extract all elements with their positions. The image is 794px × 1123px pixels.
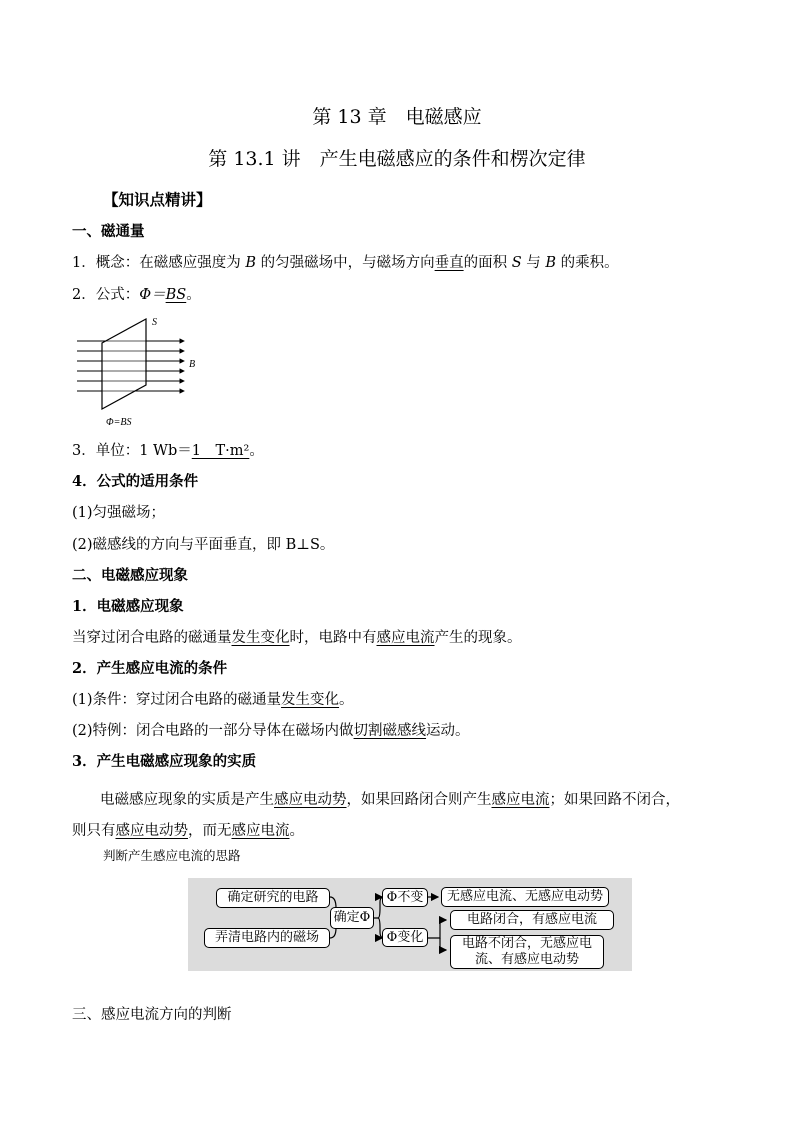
formula-line: 2．公式：Φ＝BS。: [72, 287, 201, 303]
condition-heading: 4．公式的适用条件: [72, 473, 199, 490]
keyword-bs: BS: [165, 287, 187, 303]
fig-label-b: B: [189, 359, 196, 370]
essence-line-2: 则只有感应电动势，而无感应电流。: [72, 823, 304, 839]
condition-special: (2)特例：闭合电路的一部分导体在磁场内做切割磁感线运动。: [72, 723, 470, 739]
flow-title: 判断产生感应电流的思路: [103, 848, 241, 863]
phenomenon-text: 当穿过闭合电路的磁通量发生变化时，电路中有感应电流产生的现象。: [72, 630, 522, 646]
condition-general: (1)条件：穿过闭合电路的磁通量发生变化。: [72, 692, 354, 708]
subheading-essence: 3．产生电磁感应现象的实质: [72, 753, 257, 770]
surface-plane: [102, 319, 146, 409]
essence-line-1: 电磁感应现象的实质是产生感应电动势，如果回路闭合则产生感应电流；如果回路不闭合，: [100, 792, 680, 808]
flow-box-determine-circuit: 确定研究的电路: [216, 888, 330, 908]
subheading-phenomenon: 1．电磁感应现象: [72, 598, 184, 615]
flow-box-open-circuit: 电路不闭合，无感应电流、有感应电动势: [450, 935, 604, 969]
heading-magnetic-flux: 一、磁通量: [72, 223, 145, 240]
keyword-perpendicular: 垂直: [434, 255, 464, 271]
subheading-condition: 2．产生感应电流的条件: [72, 660, 228, 677]
section-tag: 【知识点精讲】: [103, 190, 212, 209]
magnetic-flux-figure: [72, 313, 212, 431]
concept-line: 1．概念：在磁感应强度为 B 的匀强磁场中，与磁场方向垂直的面积 S 与 B 的乘积。: [72, 255, 619, 271]
chapter-title: 第 13 章 电磁感应: [312, 106, 482, 128]
heading-current-direction: 三、感应电流方向的判断: [72, 1007, 232, 1023]
flow-box-phi-changed: Φ变化: [382, 928, 428, 947]
flow-diagram: [188, 878, 632, 971]
fig-label-s: S: [152, 317, 157, 328]
condition-1: (1)匀强磁场；: [72, 505, 166, 521]
flow-box-magnetic-field: 弄清电路内的磁场: [204, 928, 330, 948]
heading-em-induction: 二、电磁感应现象: [72, 567, 188, 584]
unit-line: 3．单位：1 Wb＝1 T·m²。: [72, 443, 264, 459]
flow-box-no-current: 无感应电流、无感应电动势: [441, 887, 609, 907]
condition-2: (2)磁感线的方向与平面垂直，即 B⊥S。: [72, 537, 335, 553]
keyword-unit: 1 T·m²: [191, 443, 250, 459]
flow-box-determine-phi: 确定Φ: [330, 907, 374, 929]
lesson-title: 第 13.1 讲 产生电磁感应的条件和楞次定律: [208, 148, 586, 170]
fig-caption: Φ=BS: [106, 417, 132, 428]
flow-box-phi-unchanged: Φ不变: [382, 888, 428, 907]
flow-box-closed-circuit: 电路闭合，有感应电流: [450, 910, 614, 930]
